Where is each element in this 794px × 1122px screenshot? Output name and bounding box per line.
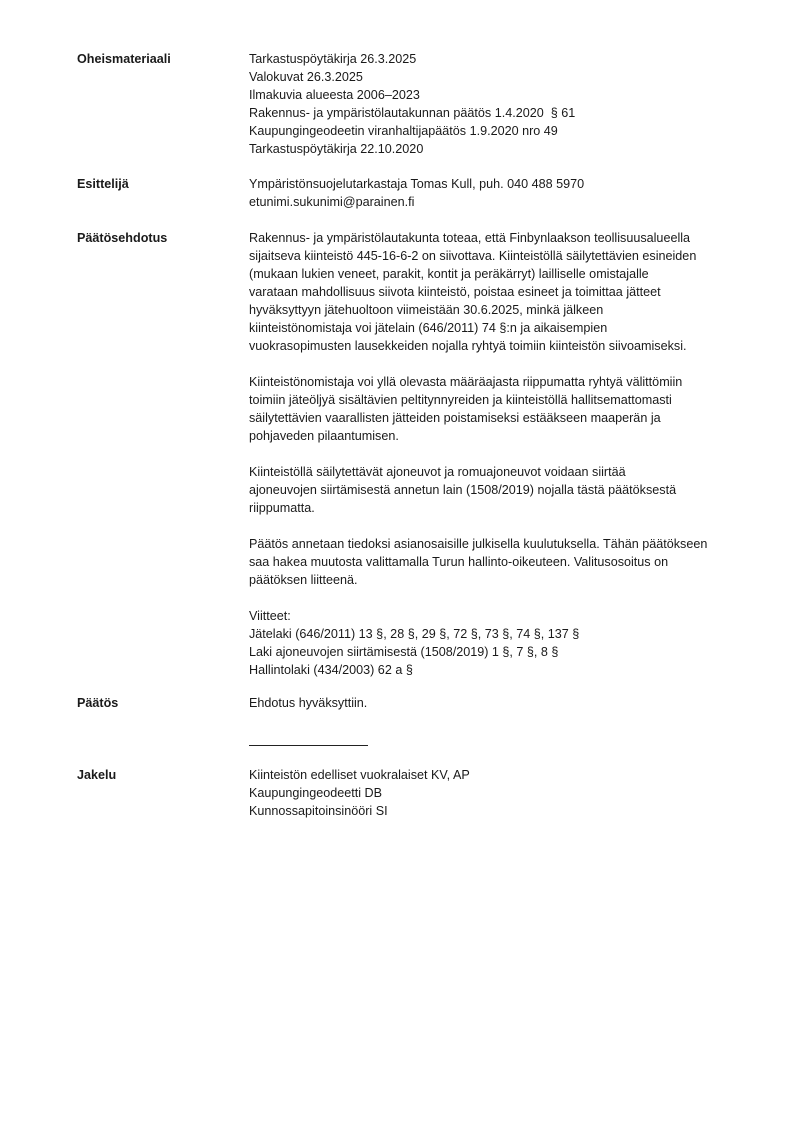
attachment-item: Tarkastuspöytäkirja 22.10.2020 [249,142,424,156]
references-block [249,607,749,679]
reference-item: Hallintolaki (434/2003) 62 a § [249,663,413,677]
attachments-label: Oheismateriaali [77,52,171,66]
text-line: varataan mahdollisuus siivota kiinteistö, poistaa esineet ja toimittaa jätteet [249,285,661,299]
proposal-paragraph [249,373,749,445]
proposal-body [249,229,749,679]
reference-item: Jätelaki (646/2011) 13 §, 28 §, 29 §, 72 §, 73 §, 74 §, 137 § [249,627,580,641]
text-line: sijaitseva kiinteistö 445-16-6-2 on siivottava. Kiinteistöllä säilytettävien esineiden [249,249,697,263]
presenter-section [77,175,747,215]
presenter-label: Esittelijä [77,177,129,191]
text-line: toimiin jäteöljyä sisältävien peltitynnyreiden ja kiinteistöllä hallitsemattomasti [249,393,672,407]
signature-divider [249,745,368,746]
text-line: riippumatta. [249,501,315,515]
distribution-section [77,766,747,826]
text-line: Kiinteistönomistaja voi yllä olevasta määräajasta riippumatta ryhtyä välittömiin [249,375,683,389]
presenter-info [249,175,749,211]
text-line: Kiinteistöllä säilytettävät ajoneuvot ja romuajoneuvot voidaan siirtää [249,465,626,479]
text-line: vuokrasopimusten lausekkeiden nojalla ryhtyä toimiin kiinteistön siivoamiseksi. [249,339,687,353]
decision-label: Päätös [77,696,119,710]
proposal-section [77,229,747,679]
text-line: Rakennus- ja ympäristölautakunta toteaa, että Finbynlaakson teollisuusalueella [249,231,691,245]
attachment-item: Ilmakuvia alueesta 2006–2023 [249,88,420,102]
decision-text: Ehdotus hyväksyttiin. [249,696,368,710]
attachment-item: Kaupungingeodeetin viranhaltijapäätös 1.9.2020 nro 49 [249,124,558,138]
attachment-item: Tarkastuspöytäkirja 26.3.2025 [249,52,417,66]
proposal-paragraph [249,229,749,355]
presenter-email: etunimi.sukunimi@parainen.fi [249,195,415,209]
presenter-name: Ympäristönsuojelutarkastaja Tomas Kull, puh. 040 488 5970 [249,177,585,191]
text-line: kiinteistönomistaja voi jätelain (646/2011) 74 §:n ja aikaisempien [249,321,608,335]
text-line: pohjaveden pilaantumisen. [249,429,399,443]
distribution-label: Jakelu [77,768,117,782]
text-line: ajoneuvojen siirtämisestä annetun lain (1508/2019) nojalla tästä päätöksestä [249,483,677,497]
distribution-item: Kunnossapitoinsinööri SI [249,804,388,818]
text-line: (mukaan lukien veneet, parakit, kontit ja peräkärryt) lailliselle omistajalle [249,267,649,281]
proposal-paragraph [249,535,749,589]
text-line: säilytettävien vaarallisten jätteiden poistamiseksi estääkseen maaperän ja [249,411,661,425]
references-heading: Viitteet: [249,609,291,623]
decision-section [77,694,747,716]
proposal-paragraph [249,463,749,517]
attachments-list [249,50,749,158]
distribution-list [249,766,749,820]
text-line: Päätös annetaan tiedoksi asianosaisille julkisella kuulutuksella. Tähän päätökseen [249,537,708,551]
text-line: saa hakea muutosta valittamalla Turun hallinto-oikeuteen. Valitusosoitus on [249,555,669,569]
distribution-item: Kaupungingeodeetti DB [249,786,383,800]
text-line: hyväksyttyyn jätehuoltoon viimeistään 30.6.2025, minkä jälkeen [249,303,604,317]
attachment-item: Rakennus- ja ympäristölautakunnan päätös 1.4.2020 § 61 [249,106,576,120]
text-line: päätöksen liitteenä. [249,573,358,587]
attachment-item: Valokuvat 26.3.2025 [249,70,363,84]
distribution-item: Kiinteistön edelliset vuokralaiset KV, AP [249,768,470,782]
reference-item: Laki ajoneuvojen siirtämisestä (1508/2019) 1 §, 7 §, 8 § [249,645,559,659]
attachments-section [77,50,747,160]
proposal-label: Päätösehdotus [77,231,168,245]
